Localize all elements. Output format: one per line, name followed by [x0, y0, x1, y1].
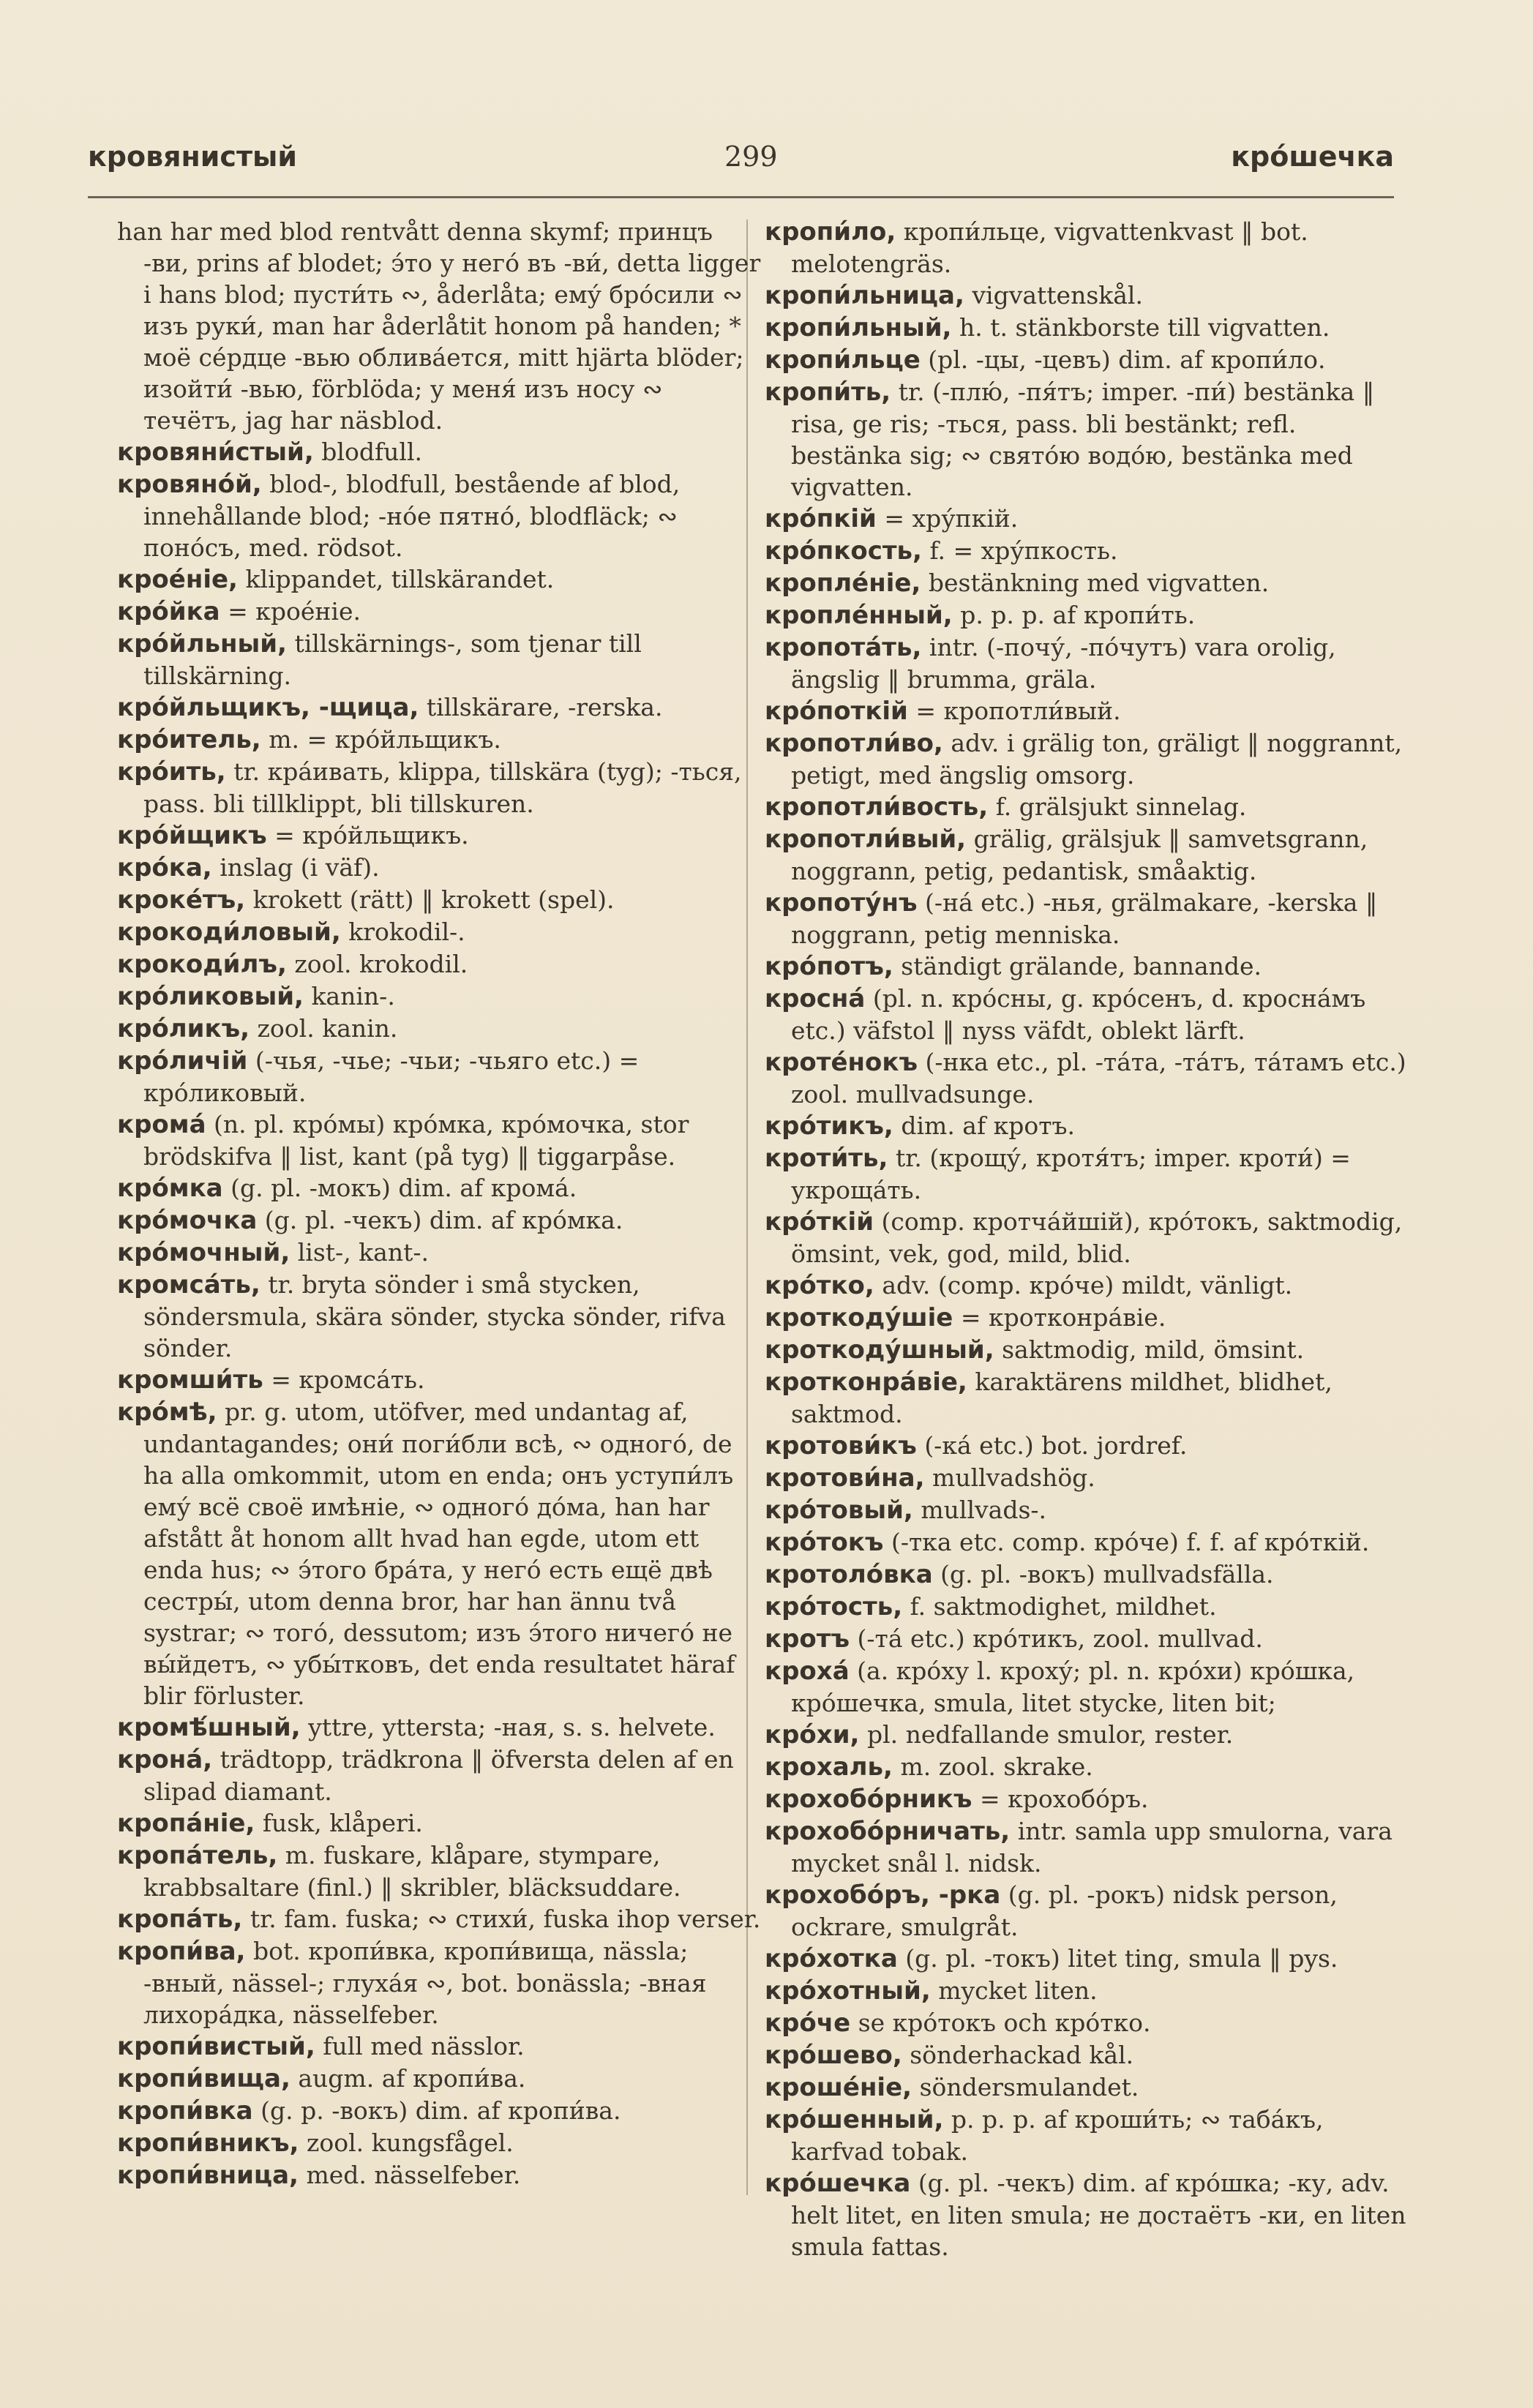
- entry-definition: m. zool. skrake.: [900, 1752, 1093, 1781]
- entry-headword: крома́: [117, 1110, 206, 1139]
- entry-headword: кро́йльный,: [117, 629, 287, 659]
- right-column: [765, 216, 1409, 2262]
- entry-definition: (-тка etc. comp. кро́че) f. f. af кро́ткій.: [891, 1528, 1370, 1556]
- entry-headword: кротови́на,: [765, 1463, 925, 1493]
- entry-definition: bestänkning med vigvatten.: [928, 569, 1270, 597]
- entry-definition: (n. pl. кро́мы) кро́мка, кро́мочка, stor brödskifva ‖ list, kant (på tyg) ‖ tiggarpåse.: [143, 1110, 689, 1171]
- entry-definition: m. fuskare, klåpare, stympare, krabbsaltare (finl.) ‖ skribler, bläcksuddare.: [143, 1841, 681, 1902]
- entry-definition: (g. pl. -чекъ) dim. af кро́мка.: [264, 1206, 623, 1234]
- dictionary-entry: [765, 1623, 1409, 1655]
- entry-headword: крохобо́ръ, -рка: [765, 1880, 1001, 1910]
- dictionary-entry: [765, 950, 1409, 983]
- header-rule: [88, 196, 1394, 198]
- entry-headword: кровяни́стый,: [117, 438, 314, 467]
- entry-headword: крохобо́рникъ: [765, 1785, 972, 1814]
- entry-headword: кропи́вища,: [117, 2064, 291, 2093]
- dictionary-entry: [765, 280, 1409, 312]
- dictionary-entry: [765, 1751, 1409, 1783]
- entry-headword: кропоту́нъ: [765, 888, 918, 918]
- entry-definition: tr. (-плю́, -пя́тъ; imper. -пи́) bestänka ‖ risa, ge ris; -ться, pass. bli bestänkt; refl. bestänka sig; ∾ свято́ю водо́ю, bestänka med vigvatten.: [791, 378, 1375, 501]
- dictionary-entry: [765, 1206, 1409, 1269]
- entry-definition: intr. samla upp smulorna, vara mycket snål l. nidsk.: [791, 1817, 1393, 1878]
- dictionary-entry: [117, 1711, 761, 1744]
- entry-definition: zool. kungsfågel.: [306, 2128, 514, 2157]
- entry-headword: кропи́вникъ,: [117, 2128, 299, 2158]
- dictionary-entry: [117, 596, 761, 628]
- dictionary-entry: [117, 724, 761, 756]
- dictionary-entry: [765, 2007, 1409, 2039]
- dictionary-entry: [117, 628, 761, 691]
- entry-definition: mullvadshög.: [932, 1463, 1095, 1492]
- entry-definition: krokett (rätt) ‖ krokett (spel).: [252, 885, 615, 914]
- dictionary-entry: [765, 1430, 1409, 1462]
- entry-definition: intr. (-почу́, -по́чутъ) vara orolig, ängslig ‖ brumma, gräla.: [791, 633, 1336, 694]
- entry-headword: кро́товый,: [765, 1496, 913, 1525]
- entry-headword: кро́личій: [117, 1046, 248, 1076]
- entry-definition: (g. pl. -рокъ) nidsk person, ockrare, smulgråt.: [791, 1880, 1338, 1941]
- entry-headword: кропи́вка: [117, 2096, 253, 2126]
- entry-definition: blod-, blodfull, bestående af blod, innehållande blod; -но́е пятно́, blodfläck; ∾ поно́съ, med. rödsot.: [143, 470, 681, 562]
- entry-headword: кропле́нный,: [765, 601, 953, 630]
- entry-headword: кро́тикъ,: [765, 1111, 893, 1141]
- entry-definition: pl. nedfallande smulor, rester.: [866, 1720, 1234, 1749]
- entry-definition: (pl. -цы, -цевъ) dim. af кропи́ло.: [928, 345, 1326, 374]
- entry-definition: = кро́йльщикъ.: [274, 821, 469, 849]
- entry-definition: han har med blod rentvått denna skymf; принцъ -ви, prins af blodet; э́то у него́ въ -ви́, detta ligger i hans blod; пусти́ть ∾, åderlåta; ему́ бро́сили ∾ изъ руки́, man har åderlåtit honom på handen; * моё се́рдце -вью облива́ется, mitt hjärta blöder; изойти́ -вью, förblöda; у меня́ изъ носу ∾ течётъ, jag har näsblod.: [117, 217, 761, 435]
- entry-headword: кро́хотка: [765, 1944, 898, 1973]
- entry-headword: кроке́тъ,: [117, 885, 246, 915]
- dictionary-entry: [765, 631, 1409, 695]
- dictionary-entry: [117, 1839, 761, 1903]
- entry-headword: кро́тко,: [765, 1271, 874, 1300]
- entry-definition: (g. pl. -вокъ) mullvadsfälla.: [940, 1560, 1274, 1589]
- dictionary-entry: [117, 1172, 761, 1204]
- entry-definition: = кропотли́вый.: [915, 697, 1121, 725]
- entry-definition: m. = кро́йльщикъ.: [269, 725, 501, 754]
- dictionary-entry: [765, 1975, 1409, 2007]
- dictionary-entry: [117, 916, 761, 948]
- entry-headword: кропота́ть,: [765, 633, 922, 662]
- entry-headword: кроткоду́шный,: [765, 1335, 994, 1365]
- entry-headword: кропи́вистый,: [117, 2032, 315, 2061]
- entry-headword: кро́итель,: [117, 725, 261, 754]
- entry-definition: f. grälsjukt sinnelag.: [995, 792, 1247, 821]
- page-number: 299: [724, 140, 778, 173]
- dictionary-entry: [765, 791, 1409, 823]
- dictionary-entry: [765, 823, 1409, 887]
- entry-headword: кромши́ть: [117, 1365, 263, 1395]
- entry-definition: saktmodig, mild, ömsint.: [1002, 1335, 1305, 1364]
- entry-definition: (-нка etc., pl. -та́та, -та́тъ, та́тамъ etc.) zool. mullvadsunge.: [791, 1048, 1406, 1109]
- entry-definition: fusk, klåperi.: [262, 1809, 423, 1837]
- dictionary-entry: [117, 468, 761, 563]
- entry-headword: кро́шенный,: [765, 2105, 944, 2134]
- entry-headword: кро́че: [765, 2008, 851, 2038]
- entry-definition: zool. krokodil.: [294, 950, 468, 978]
- dictionary-entry: [765, 1142, 1409, 1206]
- entry-definition: söndersmulandet.: [919, 2073, 1139, 2101]
- dictionary-entry: [765, 1302, 1409, 1334]
- dictionary-entry: [765, 1559, 1409, 1591]
- entry-definition: tillskärnings-, som tjenar till tillskärning.: [143, 629, 642, 690]
- entry-headword: кро́шево,: [765, 2041, 902, 2070]
- entry-definition: zool. kanin.: [257, 1014, 398, 1043]
- entry-definition: vigvattenskål.: [972, 281, 1143, 310]
- dictionary-entry: [117, 948, 761, 980]
- dictionary-entry: [765, 1943, 1409, 1975]
- entry-definition: (g. pl. -токъ) litet ting, smula ‖ pys.: [905, 1944, 1338, 1973]
- entry-headword: крохаль,: [765, 1752, 893, 1782]
- entry-definition: grälig, grälsjuk ‖ samvetsgrann, noggrann, petig, pedantisk, småaktig.: [791, 825, 1368, 885]
- entry-headword: кро́шечка: [765, 2169, 911, 2198]
- dictionary-entry: [765, 1655, 1409, 1719]
- entry-definition: = кротконра́віе.: [960, 1303, 1166, 1332]
- dictionary-entry: [765, 1110, 1409, 1142]
- entry-definition: yttre, yttersta; -ная, s. s. helvete.: [308, 1713, 716, 1741]
- entry-definition: med. nässelfeber.: [306, 2161, 521, 2189]
- entry-definition: se кро́токъ och кро́тко.: [858, 2008, 1151, 2037]
- entry-definition: (-чья, -чье; -чьи; -чьяго etc.) = кро́ликовый.: [143, 1046, 640, 1107]
- dictionary-entry: [117, 1396, 761, 1711]
- entry-definition: = кромса́ть.: [271, 1365, 425, 1394]
- entry-headword: кропа́тель,: [117, 1841, 278, 1870]
- entry-definition: = хру́пкій.: [884, 504, 1019, 533]
- entry-headword: кро́поткій: [765, 697, 908, 726]
- dictionary-entry: [765, 312, 1409, 344]
- entry-headword: кро́хи,: [765, 1720, 860, 1749]
- header-right-word: крóшечка: [1231, 140, 1394, 173]
- dictionary-entry: [117, 2095, 761, 2127]
- entry-headword: кропи́вница,: [117, 2161, 299, 2190]
- dictionary-entry: [765, 2039, 1409, 2071]
- dictionary-entry: [117, 819, 761, 852]
- entry-headword: кро́мка: [117, 1174, 223, 1203]
- entry-headword: кропа́ть,: [117, 1905, 243, 1934]
- entry-definition: кропи́льце, vigvattenkvast ‖ bot. melotengräs.: [791, 217, 1308, 278]
- dictionary-entry: [765, 1719, 1409, 1751]
- dictionary-entry: [117, 1903, 761, 1935]
- entry-definition: (a. кро́ху l. кроху́; pl. n. кро́хи) кро́шка, кро́шечка, smula, litet stycke, liten bit;: [791, 1657, 1355, 1717]
- entry-definition: kanin-.: [311, 982, 395, 1010]
- entry-definition: dim. af кротъ.: [901, 1111, 1076, 1140]
- entry-headword: крохобо́рничать,: [765, 1817, 1011, 1846]
- dictionary-entry: [765, 2167, 1409, 2262]
- entry-headword: кро́токъ: [765, 1528, 884, 1557]
- entry-headword: кро́потъ,: [765, 952, 893, 981]
- entry-headword: кроти́ть,: [765, 1144, 888, 1173]
- entry-definition: p. p. p. af кроши́ть; ∾ таба́къ, karfvad tobak.: [791, 2105, 1324, 2166]
- dictionary-entry: [765, 1334, 1409, 1366]
- dictionary-entry: [117, 980, 761, 1013]
- dictionary-entry: [765, 216, 1409, 280]
- entry-headword: кро́йка: [117, 597, 220, 626]
- entry-headword: крокоди́ловый,: [117, 918, 341, 947]
- entry-headword: кропа́ніе,: [117, 1809, 255, 1838]
- dictionary-entry: [765, 1494, 1409, 1526]
- entry-headword: кроткоду́шіе: [765, 1303, 953, 1332]
- entry-headword: кропле́ніе,: [765, 569, 921, 598]
- dictionary-entry: [117, 1109, 761, 1172]
- dictionary-entry: [117, 884, 761, 916]
- entry-headword: кротоло́вка: [765, 1560, 933, 1589]
- entry-headword: кропи́льница,: [765, 281, 964, 310]
- entry-headword: кроте́нокъ: [765, 1048, 918, 1077]
- dictionary-entry: [765, 535, 1409, 567]
- dictionary-entry: [117, 1744, 761, 1807]
- entry-definition: mycket liten.: [938, 1976, 1098, 2005]
- entry-definition: tillskärare, -rerska.: [426, 693, 663, 721]
- entry-headword: кро́ликъ,: [117, 1014, 250, 1043]
- entry-definition: (g. pl. -мокъ) dim. af крома́.: [230, 1174, 577, 1202]
- entry-definition: f. = хру́пкость.: [929, 536, 1118, 565]
- dictionary-entry: [117, 436, 761, 468]
- dictionary-entry: [765, 1783, 1409, 1815]
- entry-headword: кротови́къ: [765, 1431, 917, 1460]
- entry-definition: blodfull.: [321, 438, 423, 466]
- entry-definition: (-на́ etc.) -нья, grälmakare, -kerska ‖ noggrann, petig menniska.: [791, 888, 1378, 949]
- entry-headword: кроéніе,: [117, 565, 238, 594]
- entry-headword: кропотли́во,: [765, 729, 943, 758]
- entry-definition: tr. кра́ивать, klippa, tillskära (tyg); -ться, pass. bli tillklippt, bli tillskuren.: [143, 757, 742, 818]
- entry-definition: augm. af кропи́ва.: [298, 2064, 526, 2093]
- entry-definition: adv. i grälig ton, gräligt ‖ noggrannt, petigt, med ängslig omsorg.: [791, 729, 1403, 789]
- dictionary-entry: [117, 1269, 761, 1364]
- entry-definition: pr. g. utom, utöfver, med undantag af, undantagandes; они́ поги́бли всѣ, ∾ одного́, de ha alla omkommit, utom en enda; онъ уступи́лъ ему́ всё своё имѣніе, ∾ одного́ до́ма, han har afstått åt honom allt hvad han egde, utom ett enda hus; ∾ э́того бра́та, у него́ есть ещё двѣ сестры́, utom denna bror, har han ännu två systrar; ∾ того́, dessutom; изъ э́того ничего́ не вы́йдетъ, ∾ убы́тковъ, det enda resultatet häraf blir förluster.: [143, 1398, 735, 1710]
- entry-headword: кропи́льце: [765, 345, 921, 375]
- dictionary-entry: [117, 1364, 761, 1396]
- dictionary-entry: [765, 1269, 1409, 1302]
- entry-headword: кропи́ва,: [117, 1937, 246, 1966]
- dictionary-entry: [765, 2104, 1409, 2167]
- entry-headword: кроха́: [765, 1657, 850, 1686]
- entry-headword: кро́хотный,: [765, 1976, 931, 2006]
- dictionary-entry: [117, 2127, 761, 2159]
- entry-headword: кро́ткій: [765, 1207, 874, 1237]
- dictionary-entry: [117, 1237, 761, 1269]
- entry-definition: = кроéніе.: [228, 597, 361, 626]
- entry-headword: кро́мѣ,: [117, 1398, 217, 1427]
- dictionary-entry: [765, 1366, 1409, 1430]
- dictionary-entry: [117, 756, 761, 819]
- dictionary-entry: [117, 1807, 761, 1839]
- dictionary-entry: [117, 691, 761, 724]
- entry-headword: кровяно́й,: [117, 470, 262, 499]
- entry-headword: кро́йльщикъ, -щица,: [117, 693, 419, 722]
- entry-headword: кротконра́віе,: [765, 1368, 967, 1397]
- dictionary-entry: [117, 216, 761, 436]
- entry-headword: кро́йщикъ: [117, 821, 267, 850]
- entry-headword: кропи́ть,: [765, 378, 891, 407]
- entry-headword: кромса́ть,: [117, 1270, 261, 1299]
- dictionary-entry: [765, 1046, 1409, 1110]
- dictionary-entry: [765, 344, 1409, 376]
- dictionary-entry: [765, 2071, 1409, 2104]
- entry-definition: f. saktmodighet, mildhet.: [910, 1592, 1217, 1621]
- entry-definition: krokodil-.: [348, 918, 465, 946]
- entry-definition: inslag (i väf).: [220, 853, 380, 882]
- entry-headword: кро́ликовый,: [117, 982, 304, 1011]
- entry-definition: = крохобо́ръ.: [979, 1785, 1149, 1813]
- entry-headword: крона́,: [117, 1745, 213, 1774]
- dictionary-entry: [765, 376, 1409, 503]
- entry-definition: tr. (крощу́, кротя́тъ; imper. кроти́) = укроща́ть.: [791, 1144, 1351, 1204]
- dictionary-entry: [765, 983, 1409, 1046]
- dictionary-entry: [117, 563, 761, 596]
- entry-definition: trädtopp, trädkrona ‖ öfversta delen af en slipad diamant.: [143, 1745, 734, 1806]
- entry-definition: h. t. stänkborste till vigvatten.: [959, 313, 1330, 342]
- entry-definition: klippandet, tillskärandet.: [245, 565, 555, 593]
- entry-definition: tr. bryta sönder i små stycken, söndersmula, skära sönder, stycka sönder, rifva sönder.: [143, 1270, 726, 1362]
- entry-definition: ständigt grälande, bannande.: [901, 952, 1262, 980]
- entry-headword: кро́тость,: [765, 1592, 903, 1621]
- entry-headword: кропи́ло,: [765, 217, 896, 247]
- left-column: [117, 216, 761, 2191]
- dictionary-entry: [765, 695, 1409, 727]
- dictionary-entry: [765, 1879, 1409, 1943]
- entry-definition: bot. кропи́вка, кропи́вища, nässla; -вный, nässel-; глуха́я ∾, bot. bonässla; -вная лихора́дка, nässelfeber.: [143, 1937, 707, 2029]
- entry-definition: (pl. n. кро́сны, g. кро́сенъ, d. кросна́мъ etc.) väfstol ‖ nyss väfdt, oblekt lärft.: [791, 984, 1366, 1045]
- entry-definition: p. p. p. af кропи́ть.: [960, 601, 1196, 629]
- entry-definition: (-ка́ etc.) bot. jordref.: [924, 1431, 1188, 1460]
- entry-headword: кротъ: [765, 1624, 850, 1654]
- dictionary-entry: [765, 1591, 1409, 1623]
- entry-headword: кро́пкость,: [765, 536, 922, 566]
- entry-headword: кроше́ніе,: [765, 2073, 912, 2102]
- entry-definition: sönderhackad kål.: [910, 2041, 1134, 2069]
- entry-definition: list-, kant-.: [297, 1238, 430, 1267]
- entry-headword: кропотли́вый,: [765, 825, 967, 854]
- entry-definition: full med nässlor.: [323, 2032, 525, 2060]
- entry-headword: кромѣ́шный,: [117, 1713, 301, 1742]
- dictionary-entry: [765, 1526, 1409, 1559]
- entry-definition: mullvads-.: [921, 1496, 1047, 1524]
- dictionary-entry: [117, 1013, 761, 1045]
- dictionary-entry: [117, 852, 761, 884]
- entry-definition: (-та́ etc.) кро́тикъ, zool. mullvad.: [857, 1624, 1263, 1653]
- entry-headword: кро́ить,: [117, 757, 226, 787]
- header-left-word: кровянистый: [88, 140, 297, 173]
- entry-definition: adv. (comp. кро́че) mildt, vänligt.: [882, 1271, 1293, 1299]
- dictionary-entry: [117, 2030, 761, 2063]
- dictionary-entry: [117, 1204, 761, 1237]
- entry-headword: кро́пкій: [765, 504, 877, 533]
- entry-headword: кросна́: [765, 984, 866, 1013]
- dictionary-entry: [117, 1935, 761, 2030]
- entry-definition: karaktärens mildhet, blidhet, saktmod.: [791, 1368, 1333, 1428]
- entry-definition: (g. pl. -чекъ) dim. af кро́шка; -ку, adv. helt litet, en liten smula; не достаётъ -ки, en liten smula fattas.: [791, 2169, 1406, 2261]
- entry-definition: (comp. кротча́йшій), кро́токъ, saktmodig, ömsint, vek, god, mild, blid.: [791, 1207, 1403, 1268]
- dictionary-entry: [765, 599, 1409, 631]
- dictionary-entry: [765, 567, 1409, 599]
- entry-definition: (g. p. -вокъ) dim. af кропи́ва.: [261, 2096, 621, 2125]
- dictionary-entry: [765, 1815, 1409, 1879]
- entry-headword: кро́ка,: [117, 853, 212, 882]
- entry-headword: крокоди́лъ,: [117, 950, 287, 979]
- dictionary-entry: [765, 727, 1409, 791]
- entry-headword: кро́мочка: [117, 1206, 258, 1235]
- entry-headword: кропотли́вость,: [765, 792, 989, 822]
- dictionary-entry: [765, 887, 1409, 950]
- dictionary-entry: [765, 1462, 1409, 1494]
- dictionary-entry: [117, 2063, 761, 2095]
- entry-headword: кропи́льный,: [765, 313, 952, 342]
- entry-definition: tr. fam. fuska; ∾ стихи́, fuska ihop verser.: [250, 1905, 761, 1933]
- entry-headword: кро́мочный,: [117, 1238, 291, 1267]
- dictionary-entry: [117, 1045, 761, 1109]
- dictionary-entry: [765, 503, 1409, 535]
- dictionary-entry: [117, 2159, 761, 2191]
